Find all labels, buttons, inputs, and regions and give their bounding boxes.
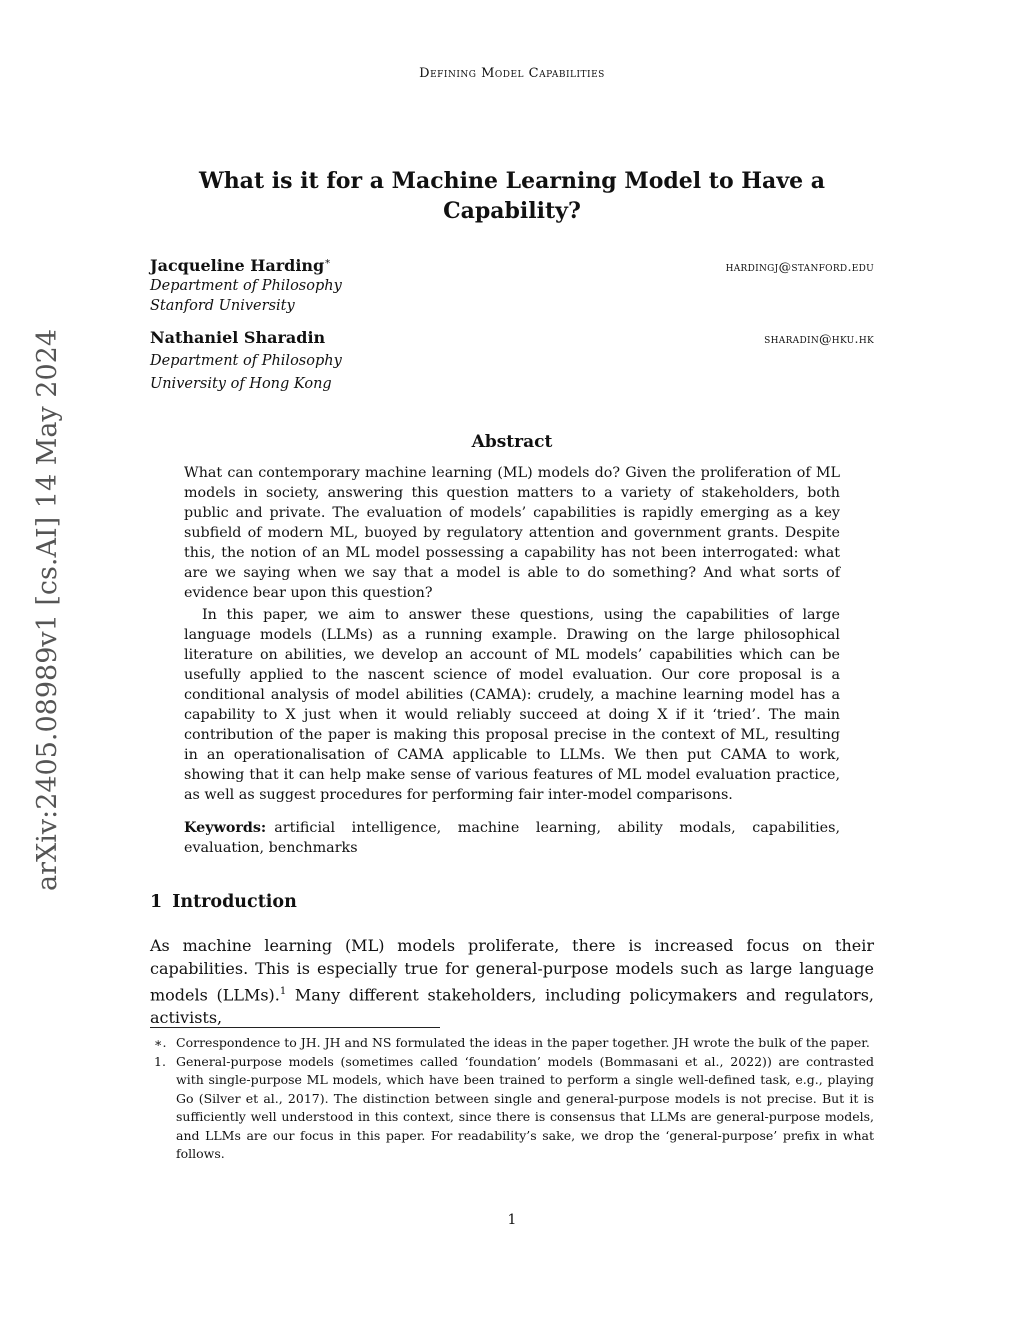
abstract-paragraph: What can contemporary machine learning (ML) models do? Given the proliferation of ML models in society, answering this question matters to a variety of stakeholders, both public and private. The evaluation of models’ capabilities is rapidly emerging as a key subfield of modern ML, buoyed by regulatory attention and government grants. Despite this, the notion of an ML model possessing a capability has not been interrogated: what are we saying when we say that a model is able to do something? And what sorts of evidence bear upon this question? bbox=[184, 465, 840, 601]
footnote bbox=[150, 1053, 874, 1164]
footnote bbox=[150, 1034, 874, 1053]
keywords-label: Keywords: bbox=[184, 820, 267, 836]
paper-title: What is it for a Machine Learning Model to Have a Capability? bbox=[198, 168, 826, 224]
page-number: 1 bbox=[507, 1212, 517, 1228]
arxiv-stamp: arXiv:2405.08989v1 [cs.AI] 14 May 2024 bbox=[32, 328, 63, 892]
footnotes bbox=[150, 1034, 874, 1164]
footnote-rule bbox=[150, 1027, 440, 1028]
abstract-body bbox=[184, 463, 840, 805]
section-title: Introduction bbox=[172, 892, 297, 912]
author-footnote-mark: ∗ bbox=[324, 256, 332, 268]
author-institution: Stanford University bbox=[150, 298, 295, 314]
author-email: hardingj@stanford.edu bbox=[725, 259, 874, 274]
running-head: Defining Model Capabilities bbox=[419, 66, 605, 81]
author-name: Jacqueline Harding∗ bbox=[150, 256, 332, 275]
footnote-mark: 1. bbox=[154, 1053, 166, 1069]
author-name: Nathaniel Sharadin bbox=[150, 328, 326, 347]
author-email: sharadin@hku.hk bbox=[764, 331, 874, 346]
author-department: Department of Philosophy bbox=[150, 353, 342, 369]
author-institution: University of Hong Kong bbox=[150, 376, 332, 392]
section-heading bbox=[150, 892, 297, 912]
author-department: Department of Philosophy bbox=[150, 278, 342, 294]
footnote-text: General-purpose models (sometimes called ‘foundation’ models (Bommasani et al., 2022)) are contrasted with single-purpose ML models, which have been trained to perform a single well-defined task, e.g., playing Go (Silver et al., 2017). The distinction between single and general-purpose models is not precise. But it is sufficiently well understood in this context, since there is consensus that LLMs are general-purpose models, and LLMs are our focus in this paper. For readability’s sake, we drop the ‘general-purpose’ prefix in what follows. bbox=[176, 1053, 874, 1161]
footnote-reference: 1 bbox=[279, 986, 287, 997]
footnote-text: Correspondence to JH. JH and NS formulated the ideas in the paper together. JH wrote the bulk of the paper. bbox=[176, 1035, 870, 1050]
abstract-heading: Abstract bbox=[471, 432, 553, 452]
footnote-mark: ∗. bbox=[154, 1035, 167, 1050]
keywords-text: artificial intelligence, machine learning, ability modals, capabilities, evaluation, benchmarks bbox=[184, 820, 840, 856]
introduction-paragraph: As machine learning (ML) models proliferate, there is increased focus on their capabilities. This is especially true for general-purpose models such as large language models (LLMs).$^1$ Many different stakeholders, including policymakers and regulators, activists, bbox=[150, 936, 875, 1028]
section-number: 1 bbox=[150, 892, 163, 912]
keywords bbox=[184, 818, 840, 858]
abstract-paragraph: In this paper, we aim to answer these questions, using the capabilities of large language models (LLMs) as a running example. Drawing on the large philosophical literature on abilities, we develop an account of ML models’ capabilities which can be usefully applied to the nascent science of model evaluation. Our core proposal is a conditional analysis of model abilities (CAMA): crudely, a machine learning model has a capability to X just when it would reliably succeed at doing X if it ‘tried’. The main contribution of the paper is making this proposal precise in the context of ML, resulting in an operationalisation of CAMA applicable to LLMs. We then put CAMA to work, showing that it can help make sense of various features of ML model evaluation practice, as well as suggest procedures for performing fair inter-model comparisons. bbox=[184, 607, 840, 803]
